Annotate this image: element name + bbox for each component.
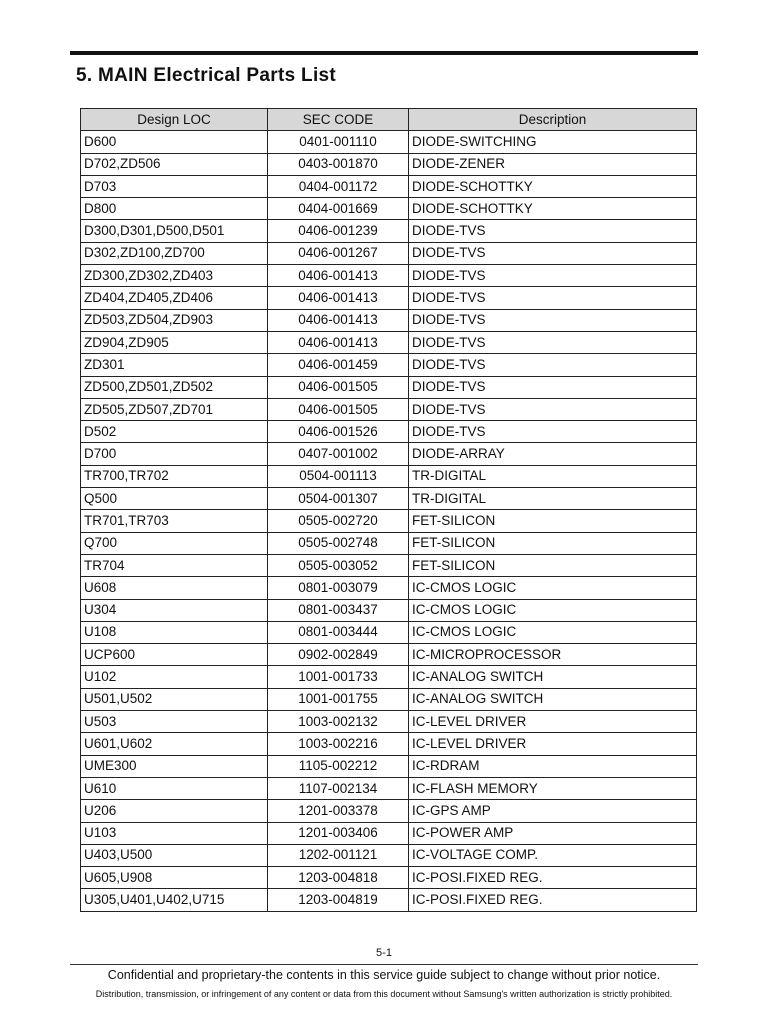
sec-code-cell: 0801-003444 <box>268 621 409 643</box>
design-loc-cell: U305,U401,U402,U715 <box>81 889 268 911</box>
description-cell: DIODE-TVS <box>409 220 697 242</box>
sec-code-cell: 1001-001755 <box>268 688 409 710</box>
table-row <box>81 376 697 398</box>
description-cell: TR-DIGITAL <box>409 465 697 487</box>
header-row <box>81 109 697 131</box>
description-cell: IC-LEVEL DRIVER <box>409 711 697 733</box>
description-cell: TR-DIGITAL <box>409 488 697 510</box>
description-cell: IC-RDRAM <box>409 755 697 777</box>
table-row <box>81 777 697 799</box>
sec-code-cell: 1003-002216 <box>268 733 409 755</box>
design-loc-cell: U610 <box>81 777 268 799</box>
design-loc-cell: ZD301 <box>81 354 268 376</box>
sec-code-cell: 0401-001110 <box>268 131 409 153</box>
description-cell: DIODE-SWITCHING <box>409 131 697 153</box>
section-title: 5. MAIN Electrical Parts List <box>76 65 337 86</box>
description-cell: FET-SILICON <box>409 532 697 554</box>
design-loc-cell: U102 <box>81 666 268 688</box>
table-row <box>81 175 697 197</box>
description-cell: IC-ANALOG SWITCH <box>409 688 697 710</box>
page-number: 5-1 <box>376 947 392 959</box>
table-row <box>81 265 697 287</box>
design-loc-cell: ZD904,ZD905 <box>81 331 268 353</box>
description-cell: IC-POSI.FIXED REG. <box>409 889 697 911</box>
design-loc-cell: U605,U908 <box>81 867 268 889</box>
table-row <box>81 889 697 911</box>
design-loc-cell: D800 <box>81 198 268 220</box>
sec-code-cell: 0504-001307 <box>268 488 409 510</box>
table-row <box>81 755 697 777</box>
table-row <box>81 621 697 643</box>
sec-code-cell: 1001-001733 <box>268 666 409 688</box>
description-cell: FET-SILICON <box>409 510 697 532</box>
design-loc-cell: D700 <box>81 443 268 465</box>
design-loc-cell: TR700,TR702 <box>81 465 268 487</box>
sec-code-cell: 1107-002134 <box>268 777 409 799</box>
description-cell: DIODE-TVS <box>409 331 697 353</box>
description-cell: DIODE-TVS <box>409 421 697 443</box>
sec-code-cell: 1201-003378 <box>268 800 409 822</box>
design-loc-cell: D702,ZD506 <box>81 153 268 175</box>
design-loc-cell: U503 <box>81 711 268 733</box>
design-loc-cell: D600 <box>81 131 268 153</box>
sec-code-cell: 0406-001239 <box>268 220 409 242</box>
table-row <box>81 532 697 554</box>
design-loc-cell: Q700 <box>81 532 268 554</box>
table-row <box>81 443 697 465</box>
description-cell: IC-CMOS LOGIC <box>409 577 697 599</box>
description-cell: FET-SILICON <box>409 554 697 576</box>
description-cell: IC-POSI.FIXED REG. <box>409 867 697 889</box>
table-row <box>81 220 697 242</box>
sec-code-cell: 0406-001526 <box>268 421 409 443</box>
table-row <box>81 800 697 822</box>
table-row <box>81 421 697 443</box>
design-loc-cell: D302,ZD100,ZD700 <box>81 242 268 264</box>
design-loc-cell: Q500 <box>81 488 268 510</box>
sec-code-cell: 0404-001172 <box>268 175 409 197</box>
footer-rule <box>70 964 698 965</box>
confidential-notice: Confidential and proprietary-the contents in this service guide subject to change without prior notice. <box>107 968 661 982</box>
sec-code-cell: 0504-001113 <box>268 465 409 487</box>
description-cell: IC-FLASH MEMORY <box>409 777 697 799</box>
description-cell: DIODE-TVS <box>409 242 697 264</box>
table-row <box>81 242 697 264</box>
sec-code-cell: 0505-002720 <box>268 510 409 532</box>
table-row <box>81 577 697 599</box>
description-cell: IC-CMOS LOGIC <box>409 599 697 621</box>
description-cell: DIODE-TVS <box>409 398 697 420</box>
design-loc-cell: D502 <box>81 421 268 443</box>
description-cell: DIODE-TVS <box>409 354 697 376</box>
design-loc-cell: D300,D301,D500,D501 <box>81 220 268 242</box>
design-loc-cell: UME300 <box>81 755 268 777</box>
distribution-notice: Distribution, transmission, or infringement of any content or data from this document without Samsung's written authorization is strictly prohibited. <box>95 989 673 999</box>
sec-code-cell: 0404-001669 <box>268 198 409 220</box>
design-loc-cell: U206 <box>81 800 268 822</box>
design-loc-cell: TR704 <box>81 554 268 576</box>
sec-code-cell: 0406-001459 <box>268 354 409 376</box>
design-loc-cell: ZD404,ZD405,ZD406 <box>81 287 268 309</box>
design-loc-cell: D703 <box>81 175 268 197</box>
design-loc-cell: U103 <box>81 822 268 844</box>
table-row <box>81 465 697 487</box>
table-row <box>81 510 697 532</box>
table-row <box>81 711 697 733</box>
design-loc-cell: U601,U602 <box>81 733 268 755</box>
description-cell: IC-CMOS LOGIC <box>409 621 697 643</box>
table-row <box>81 354 697 376</box>
description-cell: DIODE-TVS <box>409 376 697 398</box>
parts-table-body <box>81 131 697 911</box>
table-row <box>81 867 697 889</box>
design-loc-cell: TR701,TR703 <box>81 510 268 532</box>
sec-code-cell: 1201-003406 <box>268 822 409 844</box>
sec-code-cell: 1203-004819 <box>268 889 409 911</box>
table-row <box>81 153 697 175</box>
table-row <box>81 599 697 621</box>
table-row <box>81 488 697 510</box>
table-row <box>81 644 697 666</box>
description-cell: IC-VOLTAGE COMP. <box>409 844 697 866</box>
design-loc-cell: U608 <box>81 577 268 599</box>
header-design-loc: Design LOC <box>81 109 268 131</box>
sec-code-cell: 0403-001870 <box>268 153 409 175</box>
description-cell: DIODE-ZENER <box>409 153 697 175</box>
description-cell: DIODE-SCHOTTKY <box>409 198 697 220</box>
table-row <box>81 398 697 420</box>
description-cell: IC-MICROPROCESSOR <box>409 644 697 666</box>
table-row <box>81 554 697 576</box>
design-loc-cell: U304 <box>81 599 268 621</box>
design-loc-cell: U403,U500 <box>81 844 268 866</box>
parts-table <box>80 108 697 912</box>
sec-code-cell: 1202-001121 <box>268 844 409 866</box>
sec-code-cell: 1105-002212 <box>268 755 409 777</box>
parts-table-header <box>81 109 697 131</box>
table-row <box>81 331 697 353</box>
table-row <box>81 309 697 331</box>
design-loc-cell: ZD300,ZD302,ZD403 <box>81 265 268 287</box>
table-row <box>81 198 697 220</box>
sec-code-cell: 0406-001413 <box>268 309 409 331</box>
sec-code-cell: 0406-001505 <box>268 398 409 420</box>
description-cell: IC-GPS AMP <box>409 800 697 822</box>
table-row <box>81 688 697 710</box>
table-row <box>81 844 697 866</box>
sec-code-cell: 0407-001002 <box>268 443 409 465</box>
description-cell: IC-LEVEL DRIVER <box>409 733 697 755</box>
design-loc-cell: ZD500,ZD501,ZD502 <box>81 376 268 398</box>
description-cell: DIODE-TVS <box>409 309 697 331</box>
sec-code-cell: 0406-001413 <box>268 287 409 309</box>
sec-code-cell: 0801-003079 <box>268 577 409 599</box>
description-cell: DIODE-ARRAY <box>409 443 697 465</box>
sec-code-cell: 0406-001267 <box>268 242 409 264</box>
design-loc-cell: U108 <box>81 621 268 643</box>
sec-code-cell: 0406-001505 <box>268 376 409 398</box>
sec-code-cell: 0406-001413 <box>268 331 409 353</box>
sec-code-cell: 0406-001413 <box>268 265 409 287</box>
table-row <box>81 666 697 688</box>
design-loc-cell: ZD505,ZD507,ZD701 <box>81 398 268 420</box>
table-row <box>81 287 697 309</box>
table-row <box>81 733 697 755</box>
sec-code-cell: 0801-003437 <box>268 599 409 621</box>
header-description: Description <box>409 109 697 131</box>
design-loc-cell: ZD503,ZD504,ZD903 <box>81 309 268 331</box>
sec-code-cell: 1003-002132 <box>268 711 409 733</box>
sec-code-cell: 1203-004818 <box>268 867 409 889</box>
sec-code-cell: 0902-002849 <box>268 644 409 666</box>
sec-code-cell: 0505-003052 <box>268 554 409 576</box>
sec-code-cell: 0505-002748 <box>268 532 409 554</box>
description-cell: DIODE-TVS <box>409 287 697 309</box>
header-sec-code: SEC CODE <box>268 109 409 131</box>
description-cell: IC-ANALOG SWITCH <box>409 666 697 688</box>
description-cell: DIODE-TVS <box>409 265 697 287</box>
description-cell: IC-POWER AMP <box>409 822 697 844</box>
table-row <box>81 131 697 153</box>
top-rule <box>70 51 698 55</box>
design-loc-cell: UCP600 <box>81 644 268 666</box>
description-cell: DIODE-SCHOTTKY <box>409 175 697 197</box>
design-loc-cell: U501,U502 <box>81 688 268 710</box>
table-row <box>81 822 697 844</box>
